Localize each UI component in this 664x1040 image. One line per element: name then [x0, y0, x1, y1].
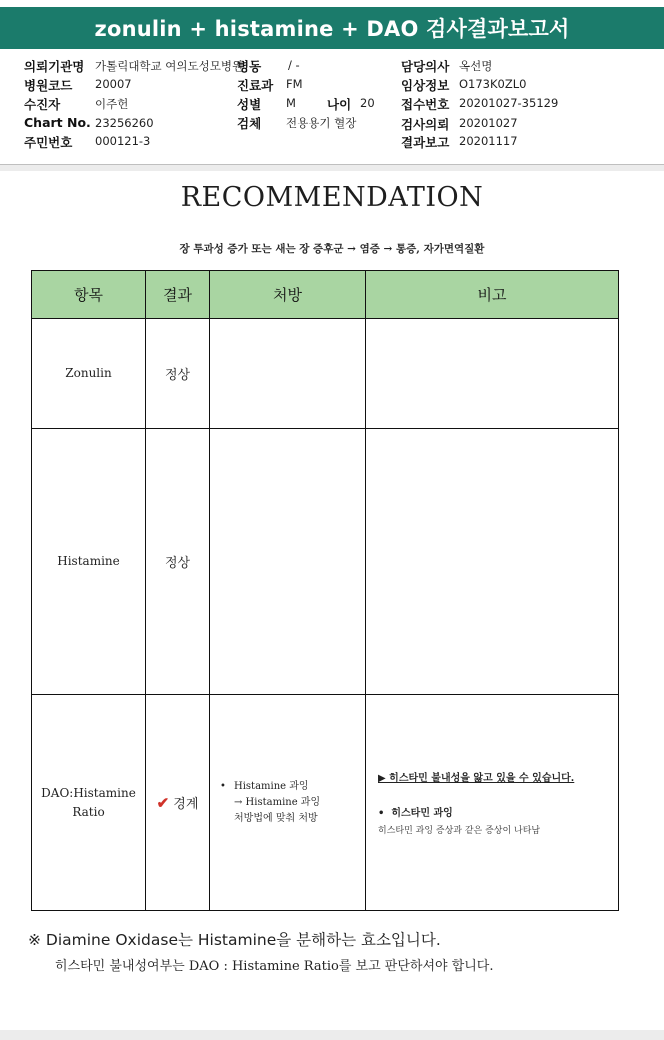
bullet-icon: •: [220, 780, 226, 792]
note-cell: [366, 695, 619, 911]
report-title: zonulin + histamine + DAO 검사결과보고서: [0, 7, 664, 49]
result-cell: [146, 695, 210, 911]
sex-label: 성별: [237, 97, 262, 112]
chart-value: 23256260: [95, 116, 154, 130]
age-label: 나이: [327, 97, 352, 112]
specimen-value: 전용용기 혈장: [286, 116, 357, 130]
recommendation-title: RECOMMENDATION: [180, 182, 484, 213]
result-cell: 정상: [146, 319, 210, 429]
hospital-code-value: 20007: [95, 77, 132, 91]
result-value: 경계: [173, 797, 199, 812]
table-row: [32, 319, 619, 429]
warning-note: ▶ 히스타민 불내성을 앓고 있을 수 있습니다.: [378, 773, 575, 784]
patient-value: 이주헌: [95, 97, 129, 111]
column-header-note: 비고: [366, 271, 619, 319]
prescription-cell: [210, 429, 366, 695]
rrn-value: 000121-3: [95, 134, 151, 148]
receipt-value: 20201027-35129: [459, 96, 559, 110]
item-cell: Zonulin: [32, 319, 146, 429]
column-header-prescription: 처방: [210, 271, 366, 319]
specimen-label: 검체: [237, 116, 262, 131]
result-cell: 정상: [146, 429, 210, 695]
rrn-label: 주민번호: [24, 135, 73, 150]
prescription-cell: [210, 695, 366, 911]
request-value: 20201027: [459, 116, 518, 130]
age-value: 20: [360, 96, 375, 110]
report-label: 결과보고: [401, 135, 450, 150]
chart-label: Chart No.: [24, 115, 91, 130]
pathway-text: 장 투과성 증가 또는 새는 장 증후군 → 염증 → 통증, 자가면역질환: [179, 243, 485, 255]
check-icon: ✔: [156, 794, 170, 812]
doctor-value: 옥선명: [459, 59, 493, 73]
request-label: 검사의뢰: [401, 117, 450, 132]
prescription-line: 처방법에 맞춰 처방: [234, 812, 318, 824]
clinical-label: 임상정보: [401, 78, 450, 93]
column-header-item: 항목: [32, 271, 146, 319]
institution-label: 의뢰기관명: [24, 59, 85, 74]
recommendation-table: [31, 270, 619, 911]
institution-value: 가톨릭대학교 여의도성모병원: [95, 59, 244, 73]
receipt-label: 접수번호: [401, 97, 450, 112]
note-cell: [366, 319, 619, 429]
sex-value: M: [286, 96, 296, 110]
ward-label: 병동: [237, 59, 262, 74]
clinical-value: O173K0ZL0: [459, 77, 527, 91]
item-cell: [32, 695, 146, 911]
patient-info-block: [0, 49, 664, 164]
note-subheading: • 히스타민 과잉: [378, 808, 453, 819]
patient-label: 수진자: [24, 97, 61, 112]
note-cell: [366, 429, 619, 695]
item-line: DAO:Histamine: [41, 785, 136, 800]
ward-value: / -: [288, 58, 300, 72]
note-description: 히스타민 과잉 증상과 같은 증상이 나타남: [378, 826, 541, 836]
doctor-label: 담당의사: [401, 59, 450, 74]
table-header-row: [32, 271, 619, 319]
bullet-icon: •: [378, 808, 392, 819]
item-line: Ratio: [72, 804, 105, 819]
prescription-line: • Histamine 과잉: [220, 779, 359, 795]
table-row: [32, 695, 619, 911]
hospital-code-label: 병원코드: [24, 78, 73, 93]
footnote-primary: ※ Diamine Oxidase는 Histamine을 분해하는 효소입니다.: [28, 931, 441, 949]
report-value: 20201117: [459, 134, 518, 148]
item-cell: Histamine: [32, 429, 146, 695]
page-bottom-band: [0, 1030, 664, 1040]
dept-value: FM: [286, 77, 303, 91]
section-separator: [0, 165, 664, 171]
footnote-secondary: 히스타민 불내성여부는 DAO : Histamine Ratio를 보고 판단하셔야 합니다.: [55, 959, 494, 974]
dept-label: 진료과: [237, 78, 274, 93]
prescription-line: → Histamine 과잉: [234, 796, 321, 808]
prescription-cell: [210, 319, 366, 429]
table-row: [32, 429, 619, 695]
column-header-result: 결과: [146, 271, 210, 319]
